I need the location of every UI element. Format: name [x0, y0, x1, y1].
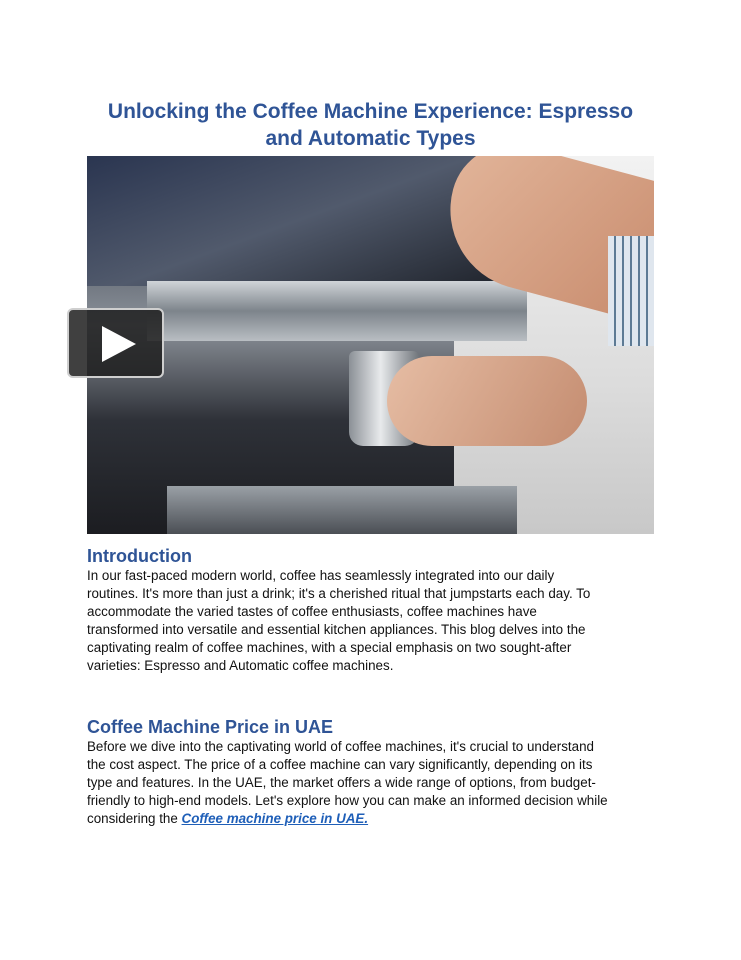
text-line: type and features. In the UAE, the market offers a wide range of options, from budget-	[87, 775, 596, 790]
title-line: and Automatic Types	[265, 127, 476, 150]
page-title	[60, 98, 681, 152]
text-line: routines. It's more than just a drink; it's a cherished ritual that jumpstarts each day. To	[87, 586, 591, 601]
text-line: accommodate the varied tastes of coffee enthusiasts, coffee machines have	[87, 604, 537, 619]
text-span: considering the	[87, 811, 182, 826]
price-link[interactable]: Coffee machine price in UAE.	[181, 811, 369, 826]
text-line	[87, 810, 667, 828]
intro-paragraph	[87, 567, 667, 675]
price-paragraph	[87, 738, 667, 828]
price-heading: Coffee Machine Price in UAE	[87, 717, 334, 737]
play-icon	[100, 324, 138, 364]
text-line: varieties: Espresso and Automatic coffee machines.	[87, 658, 394, 673]
coffee-machine-photo	[87, 156, 654, 534]
title-line: Unlocking the Coffee Machine Experience: Espresso	[107, 100, 634, 123]
text-line: friendly to high-end models. Let's explore how you can make an informed decision while	[87, 793, 608, 808]
text-line: Before we dive into the captivating world of coffee machines, it's crucial to understand	[87, 739, 594, 754]
text-line: the cost aspect. The price of a coffee machine can vary significantly, depending on its	[87, 757, 593, 772]
text-line: captivating realm of coffee machines, with a special emphasis on two sought-after	[87, 640, 572, 655]
text-line: transformed into versatile and essential kitchen appliances. This blog delves into the	[87, 622, 586, 637]
intro-heading: Introduction	[87, 546, 192, 566]
text-line: In our fast-paced modern world, coffee has seamlessly integrated into our daily	[87, 568, 555, 583]
video-play-button[interactable]	[67, 308, 164, 378]
